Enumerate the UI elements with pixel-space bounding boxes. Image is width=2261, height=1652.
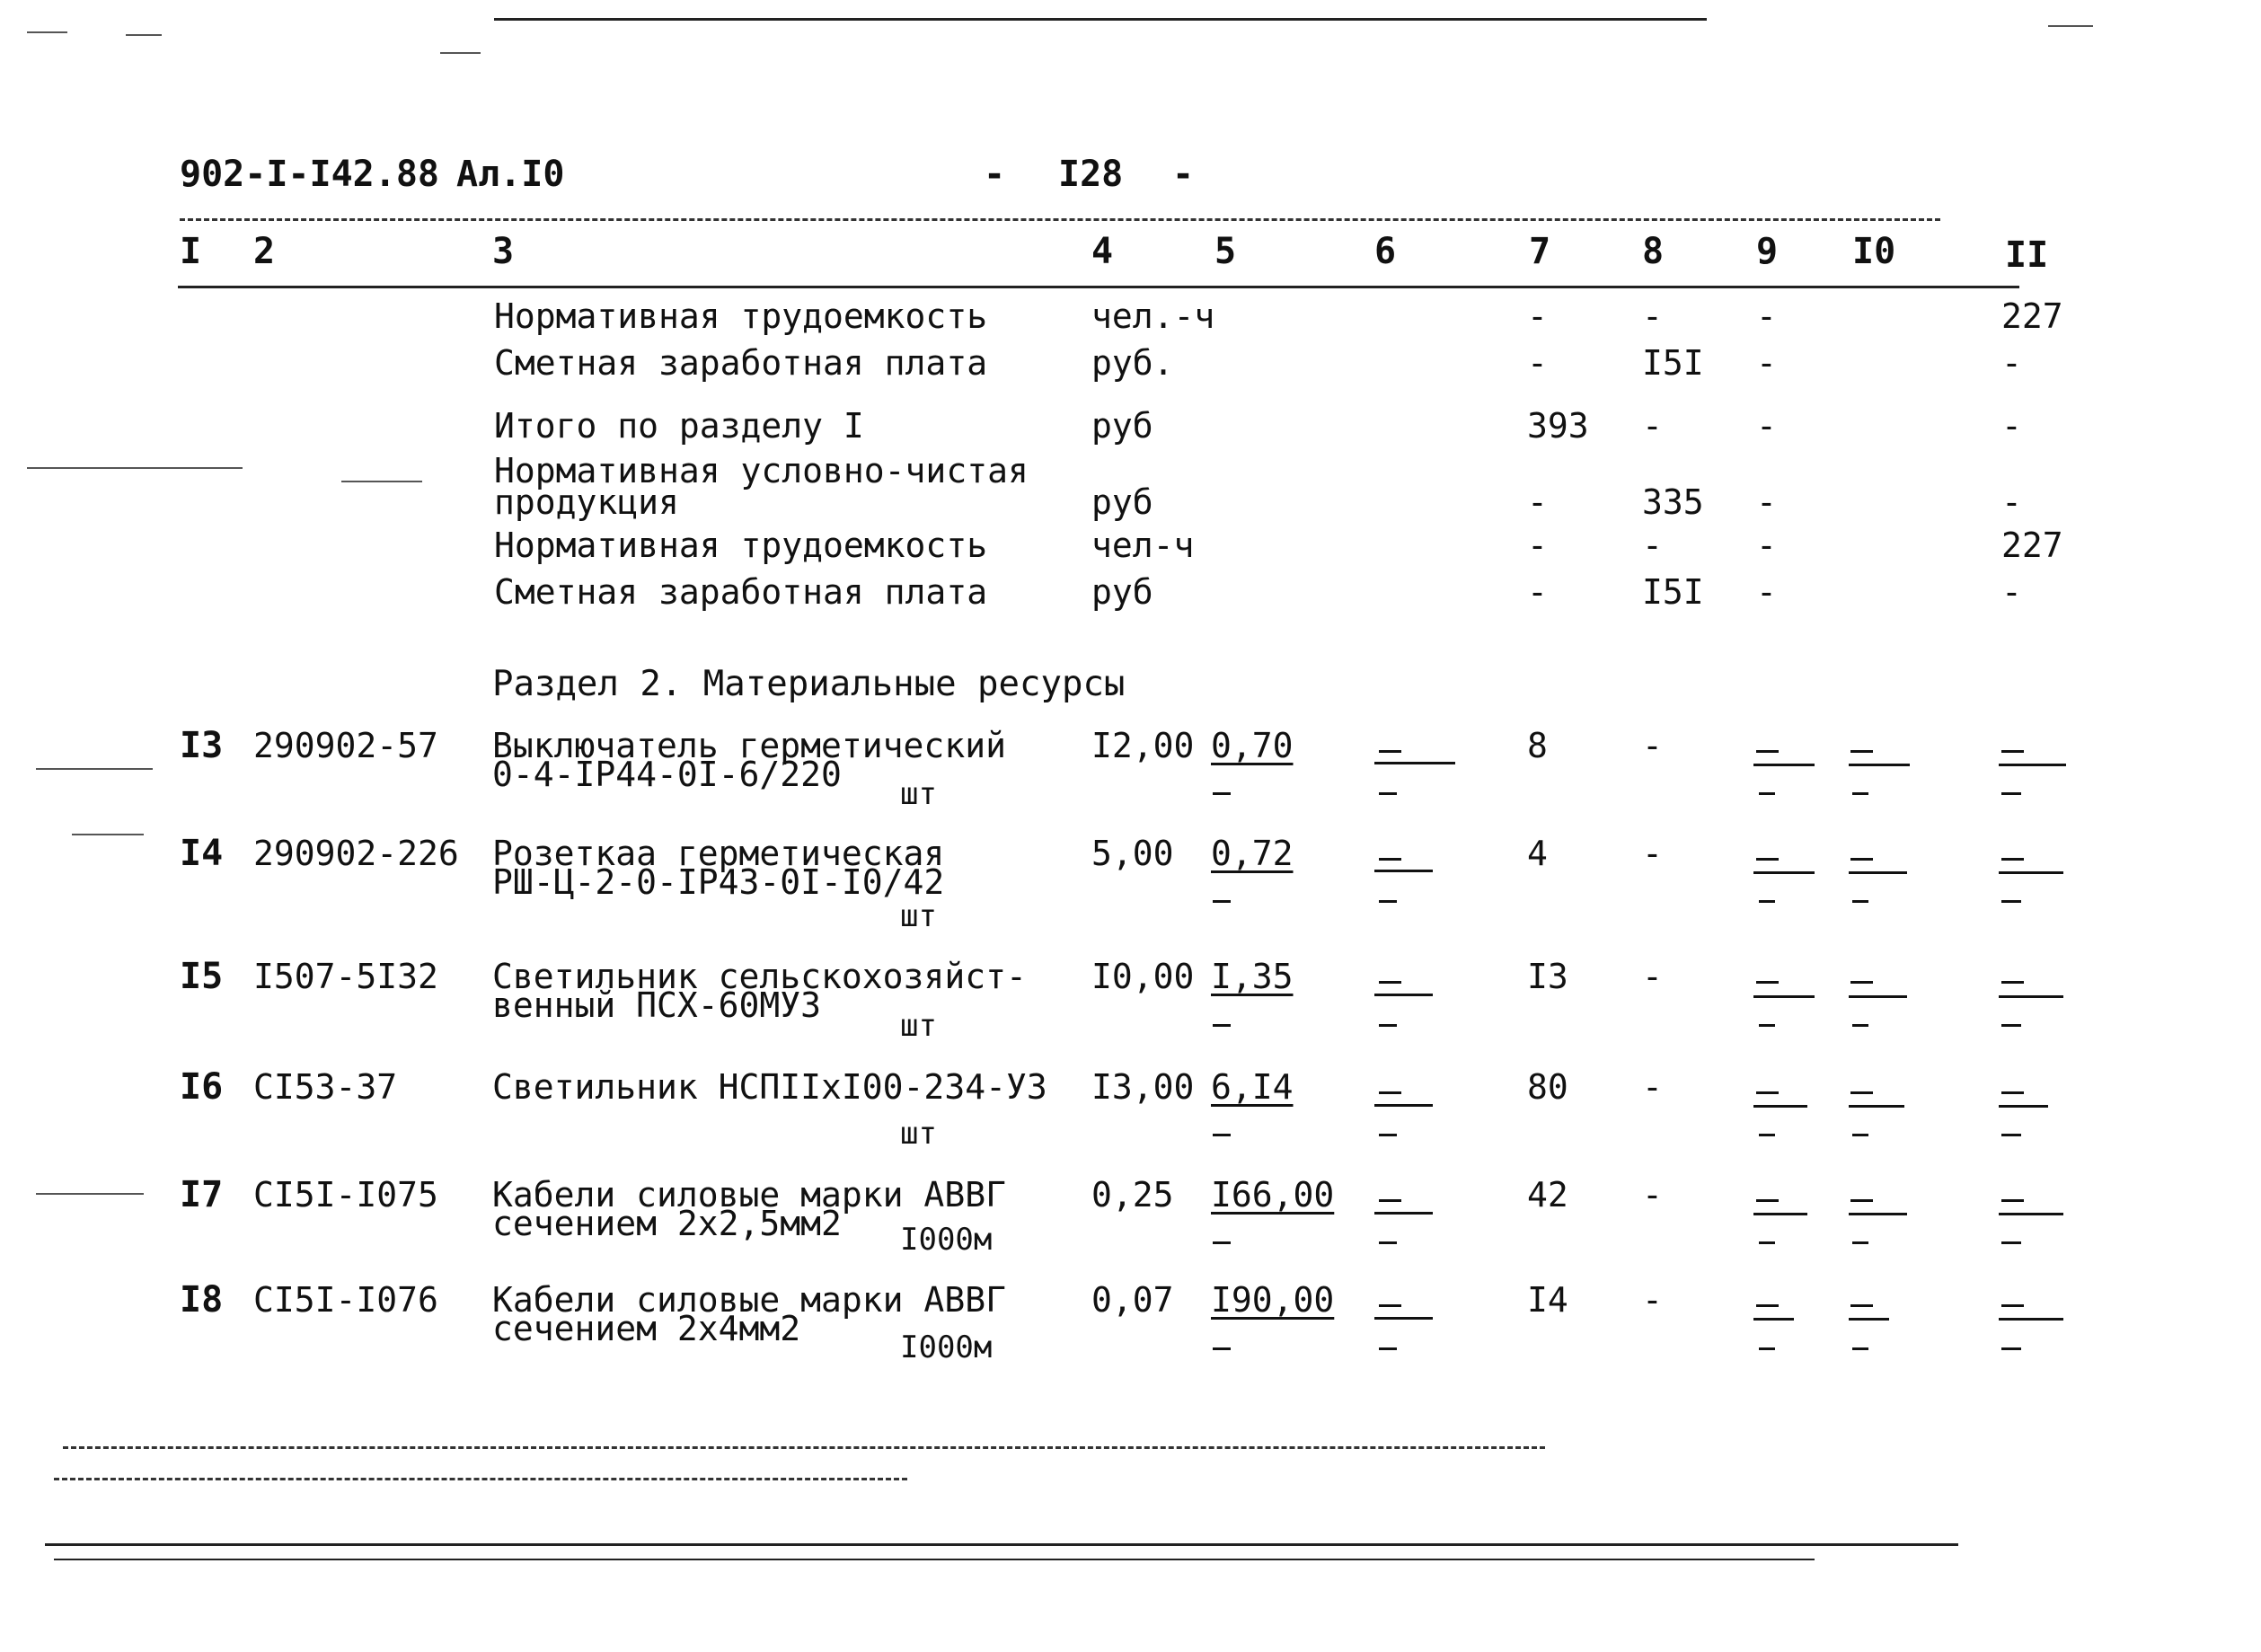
section-title: Раздел 2. Материальные ресурсы: [492, 664, 1126, 704]
dash-mark: [1849, 995, 1907, 998]
dash-mark: [1756, 750, 1779, 753]
document-code: 902-I-I42.88: [180, 154, 439, 195]
dash-mark: [1379, 1091, 1401, 1094]
summary-col8: I5I: [1642, 572, 1704, 612]
table-top-rule: [180, 218, 1940, 221]
summary-col7: 393: [1527, 406, 1589, 446]
dash-mark: [1850, 1091, 1873, 1094]
dash-mark: [2001, 1199, 2024, 1202]
summary-unit: чел.-ч: [1091, 296, 1215, 336]
summary-col7: -: [1527, 343, 1548, 383]
summary-col11: -: [2001, 572, 2022, 612]
summary-name: Сметная заработная плата: [494, 572, 988, 612]
scan-speck: [341, 481, 422, 482]
summary-col7: -: [1527, 526, 1548, 565]
scan-speck: [27, 467, 243, 469]
summary-unit: чел-ч: [1091, 526, 1195, 565]
dash-mark: [1379, 981, 1401, 984]
dash-mark: [1379, 900, 1397, 903]
dash-mark: [1213, 1347, 1231, 1350]
row-unit: I000м: [900, 1330, 993, 1365]
row-price: 0,70: [1211, 726, 1294, 765]
dash-mark: [1759, 1347, 1775, 1350]
summary-col11: 227: [2001, 296, 2063, 336]
dash-mark: [1759, 792, 1775, 795]
column-number: I: [180, 231, 202, 272]
summary-name: Сметная заработная плата: [494, 343, 988, 383]
row-quantity: 0,07: [1091, 1280, 1174, 1320]
dash-mark: [1850, 1304, 1873, 1307]
row-description-line2: сечением 2х2,5мм2: [492, 1204, 842, 1243]
summary-col9: -: [1756, 406, 1777, 446]
dash-mark: [2001, 1091, 2024, 1094]
dash-mark: [1374, 1104, 1433, 1107]
row-code: I507-5I32: [253, 957, 438, 996]
dash-mark: [1852, 792, 1868, 795]
row-description-line2: РШ-Ц-2-0-IP43-0I-I0/42: [492, 862, 945, 902]
row-description-line1: Кабели силовые марки АВВГ: [492, 1175, 1006, 1215]
dash-mark: [1213, 1134, 1231, 1136]
dash-mark: [1213, 1241, 1231, 1244]
summary-name: Нормативная трудоемкость: [494, 296, 988, 336]
dash-mark: [1999, 1105, 2048, 1108]
top-border-rule: [494, 18, 1707, 21]
dash-mark: [2001, 900, 2021, 903]
dash-mark: [2001, 1024, 2021, 1027]
column-number: 6: [1374, 231, 1397, 272]
dash-mark: [2001, 792, 2021, 795]
page-dash-left: -: [984, 154, 1006, 195]
row-description-line2: сечением 2х4мм2: [492, 1309, 801, 1348]
sheet-label: Ал.I0: [456, 154, 565, 195]
summary-col8: -: [1642, 406, 1663, 446]
scan-speck: [36, 1193, 144, 1195]
row-quantity: 0,25: [1091, 1175, 1174, 1215]
dash-mark: [1999, 1213, 2063, 1215]
dash-mark: [1999, 995, 2063, 998]
dash-mark: [1756, 1091, 1779, 1094]
summary-unit: руб: [1091, 482, 1153, 522]
dash-mark: [1379, 750, 1401, 753]
column-number: II: [2005, 234, 2049, 276]
dash-mark: [1999, 1318, 2063, 1321]
row-price: 6,I4: [1211, 1067, 1294, 1107]
dash-mark: [1379, 1024, 1397, 1027]
column-number: 8: [1642, 231, 1665, 272]
dash-mark: [1753, 1105, 1807, 1108]
row-price: I66,00: [1211, 1175, 1335, 1215]
row-code: CI5I-I075: [253, 1175, 438, 1215]
row-unit: шт: [900, 1116, 937, 1152]
dash-mark: [1759, 1024, 1775, 1027]
dash-mark: [1849, 871, 1907, 874]
summary-unit: руб: [1091, 572, 1153, 612]
row-description-line2: венный ПСХ-60МУЗ: [492, 985, 822, 1025]
dash-mark: [1213, 1024, 1231, 1027]
dash-mark: [1849, 1213, 1907, 1215]
dash-mark: [1852, 900, 1868, 903]
row-col8: -: [1642, 834, 1663, 873]
row-col8: -: [1642, 957, 1663, 996]
dash-mark: [1756, 858, 1779, 861]
dash-mark: [1374, 870, 1433, 872]
dash-mark: [1379, 1304, 1401, 1307]
dash-mark: [1379, 1241, 1397, 1244]
row-col7: 8: [1527, 726, 1548, 765]
dash-mark: [1374, 762, 1455, 764]
dash-mark: [1379, 792, 1397, 795]
dash-mark: [1849, 1318, 1889, 1321]
row-quantity: 5,00: [1091, 834, 1174, 873]
dash-mark: [1756, 981, 1779, 984]
row-description-line2: 0-4-IP44-0I-6/220: [492, 755, 842, 794]
dash-mark: [1753, 1318, 1794, 1321]
dash-mark: [1379, 1134, 1397, 1136]
row-unit: I000м: [900, 1222, 993, 1258]
row-unit: шт: [900, 1008, 937, 1044]
summary-col7: -: [1527, 296, 1548, 336]
summary-col7: -: [1527, 482, 1548, 522]
dash-mark: [1213, 792, 1231, 795]
scan-speck: [36, 768, 153, 770]
row-number: I4: [180, 833, 224, 874]
scan-speck: [126, 34, 162, 36]
row-description-line1: Выключатель герметический: [492, 726, 1006, 765]
dash-mark: [1753, 1213, 1807, 1215]
dash-mark: [1753, 764, 1815, 766]
row-description-line1: Светильник сельскохозяйст-: [492, 957, 1027, 996]
dash-mark: [1849, 764, 1910, 766]
row-number: I5: [180, 956, 224, 997]
dash-mark: [1850, 981, 1873, 984]
column-number: I0: [1852, 231, 1896, 272]
dash-mark: [1759, 900, 1775, 903]
dash-mark: [1852, 1241, 1868, 1244]
row-quantity: I2,00: [1091, 726, 1195, 765]
dash-mark: [1756, 1304, 1779, 1307]
row-number: I6: [180, 1066, 224, 1108]
dash-mark: [1756, 1199, 1779, 1202]
scan-speck: [27, 31, 67, 33]
dash-mark: [1374, 1212, 1433, 1215]
scan-speck: [440, 52, 481, 54]
dash-mark: [1999, 871, 2063, 874]
row-col7: I3: [1527, 957, 1568, 996]
row-number: I7: [180, 1174, 224, 1215]
dash-mark: [1379, 858, 1401, 861]
summary-name: Нормативная трудоемкость: [494, 526, 988, 565]
dash-mark: [2001, 1241, 2021, 1244]
row-description-line1: Светильник НСПIIxI00-234-УЗ: [492, 1067, 1047, 1107]
summary-col8: 335: [1642, 482, 1704, 522]
dash-mark: [1379, 1199, 1401, 1202]
row-code: 290902-226: [253, 834, 459, 873]
dash-mark: [1850, 858, 1873, 861]
row-col7: 4: [1527, 834, 1548, 873]
dash-mark: [1852, 1134, 1868, 1136]
dash-mark: [1850, 750, 1873, 753]
column-number: 7: [1529, 231, 1551, 272]
row-description-line1: Розеткаа герметическая: [492, 834, 945, 873]
dash-mark: [1379, 1347, 1397, 1350]
bottom-border-rule: [54, 1559, 1815, 1560]
summary-col9: -: [1756, 296, 1777, 336]
summary-name: Итого по разделу I: [494, 406, 864, 446]
summary-col9: -: [1756, 526, 1777, 565]
scan-speck: [72, 834, 144, 835]
row-number: I8: [180, 1279, 224, 1321]
row-col7: 80: [1527, 1067, 1568, 1107]
dash-mark: [2001, 1347, 2021, 1350]
dash-mark: [1753, 871, 1815, 874]
dash-mark: [1753, 995, 1815, 998]
summary-col11: -: [2001, 406, 2022, 446]
summary-unit: руб: [1091, 406, 1153, 446]
row-col8: -: [1642, 726, 1663, 765]
row-unit: шт: [900, 776, 937, 812]
row-price: I,35: [1211, 957, 1294, 996]
dash-mark: [2001, 1304, 2024, 1307]
dash-mark: [1852, 1347, 1868, 1350]
summary-col8: I5I: [1642, 343, 1704, 383]
dash-mark: [1213, 900, 1231, 903]
column-number: 3: [492, 231, 515, 272]
dash-mark: [1374, 1317, 1433, 1320]
summary-col9: -: [1756, 482, 1777, 522]
dash-mark: [1852, 1024, 1868, 1027]
summary-col11: -: [2001, 343, 2022, 383]
page-number: I28: [1058, 154, 1124, 195]
summary-col9: -: [1756, 343, 1777, 383]
dash-mark: [2001, 1134, 2021, 1136]
summary-col9: -: [1756, 572, 1777, 612]
row-quantity: I0,00: [1091, 957, 1195, 996]
dash-mark: [2001, 750, 2024, 753]
dash-mark: [2001, 981, 2024, 984]
column-number: 2: [253, 231, 276, 272]
row-col7: I4: [1527, 1280, 1568, 1320]
summary-unit: руб.: [1091, 343, 1174, 383]
dash-mark: [1849, 1105, 1904, 1108]
column-header-rule: [178, 286, 2019, 288]
dash-mark: [1999, 764, 2066, 766]
bottom-border-rule: [45, 1543, 1958, 1546]
summary-col8: -: [1642, 526, 1663, 565]
row-col7: 42: [1527, 1175, 1568, 1215]
summary-name-line1: Нормативная условно-чистая: [494, 451, 1029, 490]
row-col8: -: [1642, 1067, 1663, 1107]
summary-col8: -: [1642, 296, 1663, 336]
scan-speck: [2048, 25, 2093, 27]
row-number: I3: [180, 725, 224, 766]
row-price: 0,72: [1211, 834, 1294, 873]
column-number: 9: [1756, 231, 1779, 272]
summary-col11: 227: [2001, 526, 2063, 565]
column-number: 5: [1214, 231, 1237, 272]
row-code: CI53-37: [253, 1067, 398, 1107]
page-dash-right: -: [1172, 154, 1195, 195]
summary-name-line2: продукция: [494, 482, 679, 522]
column-number: 4: [1091, 231, 1114, 272]
dash-mark: [2001, 858, 2024, 861]
row-col8: -: [1642, 1280, 1663, 1320]
summary-col7: -: [1527, 572, 1548, 612]
bottom-faint-rule: [54, 1478, 907, 1480]
row-quantity: I3,00: [1091, 1067, 1195, 1107]
bottom-faint-rule: [63, 1446, 1545, 1449]
dash-mark: [1759, 1134, 1775, 1136]
dash-mark: [1850, 1199, 1873, 1202]
row-col8: -: [1642, 1175, 1663, 1215]
row-code: CI5I-I076: [253, 1280, 438, 1320]
row-unit: шт: [900, 898, 937, 934]
row-code: 290902-57: [253, 726, 438, 765]
summary-col11: -: [2001, 482, 2022, 522]
row-description-line1: Кабели силовые марки АВВГ: [492, 1280, 1006, 1320]
dash-mark: [1759, 1241, 1775, 1244]
dash-mark: [1374, 994, 1433, 996]
row-price: I90,00: [1211, 1280, 1335, 1320]
